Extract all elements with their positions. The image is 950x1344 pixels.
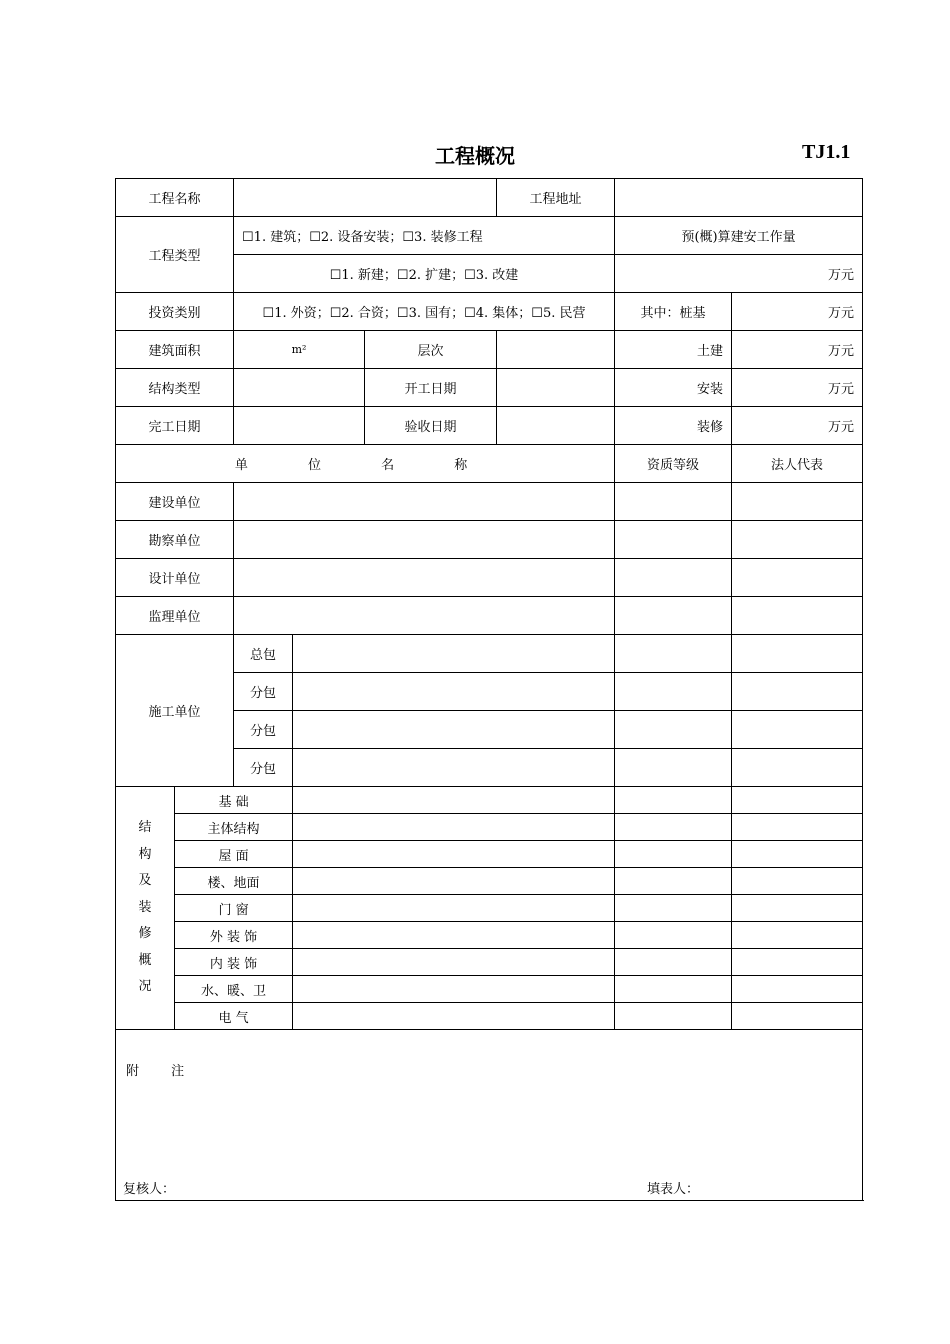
acceptance-date-field[interactable] (497, 407, 615, 445)
investment-type-label: 投资类别 (116, 293, 234, 331)
struct-item-cell[interactable] (615, 949, 732, 976)
struct-item-cell[interactable] (732, 949, 863, 976)
struct-item-cell[interactable] (615, 841, 732, 868)
struct-item: 电 气 (175, 1003, 293, 1030)
civil-label: 土建 (615, 331, 732, 369)
project-name-field[interactable] (234, 179, 497, 217)
install-unit[interactable]: 万元 (732, 369, 863, 407)
construction-unit-legal-rep[interactable] (732, 483, 863, 521)
struct-item-cell[interactable] (615, 976, 732, 1003)
survey-unit-qualification[interactable] (615, 521, 732, 559)
completion-date-field[interactable] (234, 407, 365, 445)
filler-label: 填表人： (647, 1182, 700, 1197)
struct-item: 内 装 饰 (175, 949, 293, 976)
construction-unit-name[interactable] (234, 483, 615, 521)
install-label: 安装 (615, 369, 732, 407)
completion-date-label: 完工日期 (116, 407, 234, 445)
struct-item-cell[interactable] (732, 868, 863, 895)
project-name-label: 工程名称 (116, 179, 234, 217)
general-contract-name[interactable] (293, 635, 615, 673)
struct-item-desc[interactable] (293, 895, 615, 922)
remarks-area[interactable] (116, 1030, 863, 1201)
general-contract-label: 总包 (234, 635, 293, 673)
subcontract-legal-rep[interactable] (732, 711, 863, 749)
struct-item: 基 础 (175, 787, 293, 814)
struct-item-cell[interactable] (615, 787, 732, 814)
project-address-label: 工程地址 (497, 179, 615, 217)
floors-field[interactable] (497, 331, 615, 369)
building-area-label: 建筑面积 (116, 331, 234, 369)
struct-item: 屋 面 (175, 841, 293, 868)
struct-item-cell[interactable] (615, 922, 732, 949)
struct-item: 主体结构 (175, 814, 293, 841)
struct-item-desc[interactable] (293, 949, 615, 976)
builder-unit-label: 施工单位 (116, 635, 234, 787)
pile-label: 其中：桩基 (615, 293, 732, 331)
struct-section-label: 结构及装修概况 (116, 787, 175, 1030)
pile-unit[interactable]: 万元 (732, 293, 863, 331)
start-date-field[interactable] (497, 369, 615, 407)
project-type-options-1[interactable]: ☐1. 建筑；☐2. 设备安装；☐3. 装修工程 (234, 217, 615, 255)
struct-item-cell[interactable] (732, 787, 863, 814)
subcontract-name[interactable] (293, 673, 615, 711)
construction-unit-qualification[interactable] (615, 483, 732, 521)
struct-item-desc[interactable] (293, 976, 615, 1003)
supervision-unit-name[interactable] (234, 597, 615, 635)
subcontract-legal-rep[interactable] (732, 749, 863, 787)
subcontract-label: 分包 (234, 711, 293, 749)
form-code: TJ1.1 (802, 141, 851, 163)
design-unit-legal-rep[interactable] (732, 559, 863, 597)
unit-name-header: 单 位 名 称 (116, 445, 615, 483)
legal-rep-header: 法人代表 (732, 445, 863, 483)
building-area-field[interactable]: m² (234, 331, 365, 369)
struct-item-desc[interactable] (293, 814, 615, 841)
struct-item-desc[interactable] (293, 787, 615, 814)
project-type-options-2[interactable]: ☐1. 新建；☐2. 扩建；☐3. 改建 (234, 255, 615, 293)
general-contract-legal-rep[interactable] (732, 635, 863, 673)
general-contract-qualification[interactable] (615, 635, 732, 673)
struct-item-cell[interactable] (615, 868, 732, 895)
struct-item-desc[interactable] (293, 868, 615, 895)
design-unit-label: 设计单位 (116, 559, 234, 597)
struct-item-cell[interactable] (732, 814, 863, 841)
struct-item-cell[interactable] (615, 814, 732, 841)
struct-item-cell[interactable] (732, 895, 863, 922)
struct-item: 楼、地面 (175, 868, 293, 895)
decoration-unit[interactable]: 万元 (732, 407, 863, 445)
qualification-header: 资质等级 (615, 445, 732, 483)
page-title: 工程概况 (435, 144, 515, 168)
acceptance-date-label: 验收日期 (365, 407, 497, 445)
struct-item-cell[interactable] (732, 1003, 863, 1030)
survey-unit-name[interactable] (234, 521, 615, 559)
structure-type-field[interactable] (234, 369, 365, 407)
survey-unit-label: 勘察单位 (116, 521, 234, 559)
project-address-field[interactable] (615, 179, 863, 217)
struct-item-desc[interactable] (293, 1003, 615, 1030)
struct-item-cell[interactable] (615, 895, 732, 922)
subcontract-qualification[interactable] (615, 711, 732, 749)
supervision-unit-legal-rep[interactable] (732, 597, 863, 635)
subcontract-label: 分包 (234, 673, 293, 711)
decoration-label: 装修 (615, 407, 732, 445)
subcontract-legal-rep[interactable] (732, 673, 863, 711)
subcontract-qualification[interactable] (615, 673, 732, 711)
subcontract-qualification[interactable] (615, 749, 732, 787)
floors-label: 层次 (365, 331, 497, 369)
struct-item: 外 装 饰 (175, 922, 293, 949)
structure-type-label: 结构类型 (116, 369, 234, 407)
struct-item-cell[interactable] (732, 922, 863, 949)
struct-item-desc[interactable] (293, 922, 615, 949)
start-date-label: 开工日期 (365, 369, 497, 407)
struct-item: 水、暖、卫 (175, 976, 293, 1003)
construction-unit-label: 建设单位 (116, 483, 234, 521)
subcontract-name[interactable] (293, 749, 615, 787)
design-unit-qualification[interactable] (615, 559, 732, 597)
project-type-label: 工程类型 (116, 217, 234, 293)
remarks-label: 附 注 (126, 1064, 199, 1079)
budget-unit[interactable]: 万元 (615, 255, 863, 293)
struct-item-cell[interactable] (615, 1003, 732, 1030)
struct-item-cell[interactable] (732, 841, 863, 868)
investment-options[interactable]: ☐1. 外资；☐2. 合资；☐3. 国有；☐4. 集体；☐5. 民营 (234, 293, 615, 331)
civil-unit[interactable]: 万元 (732, 331, 863, 369)
project-overview-table (115, 178, 863, 1201)
struct-item-cell[interactable] (732, 976, 863, 1003)
struct-item-desc[interactable] (293, 841, 615, 868)
subcontract-label: 分包 (234, 749, 293, 787)
struct-item: 门 窗 (175, 895, 293, 922)
budget-label: 预(概)算建安工作量 (615, 217, 863, 255)
subcontract-name[interactable] (293, 711, 615, 749)
design-unit-name[interactable] (234, 559, 615, 597)
reviewer-label: 复核人： (123, 1182, 176, 1197)
supervision-unit-label: 监理单位 (116, 597, 234, 635)
supervision-unit-qualification[interactable] (615, 597, 732, 635)
survey-unit-legal-rep[interactable] (732, 521, 863, 559)
